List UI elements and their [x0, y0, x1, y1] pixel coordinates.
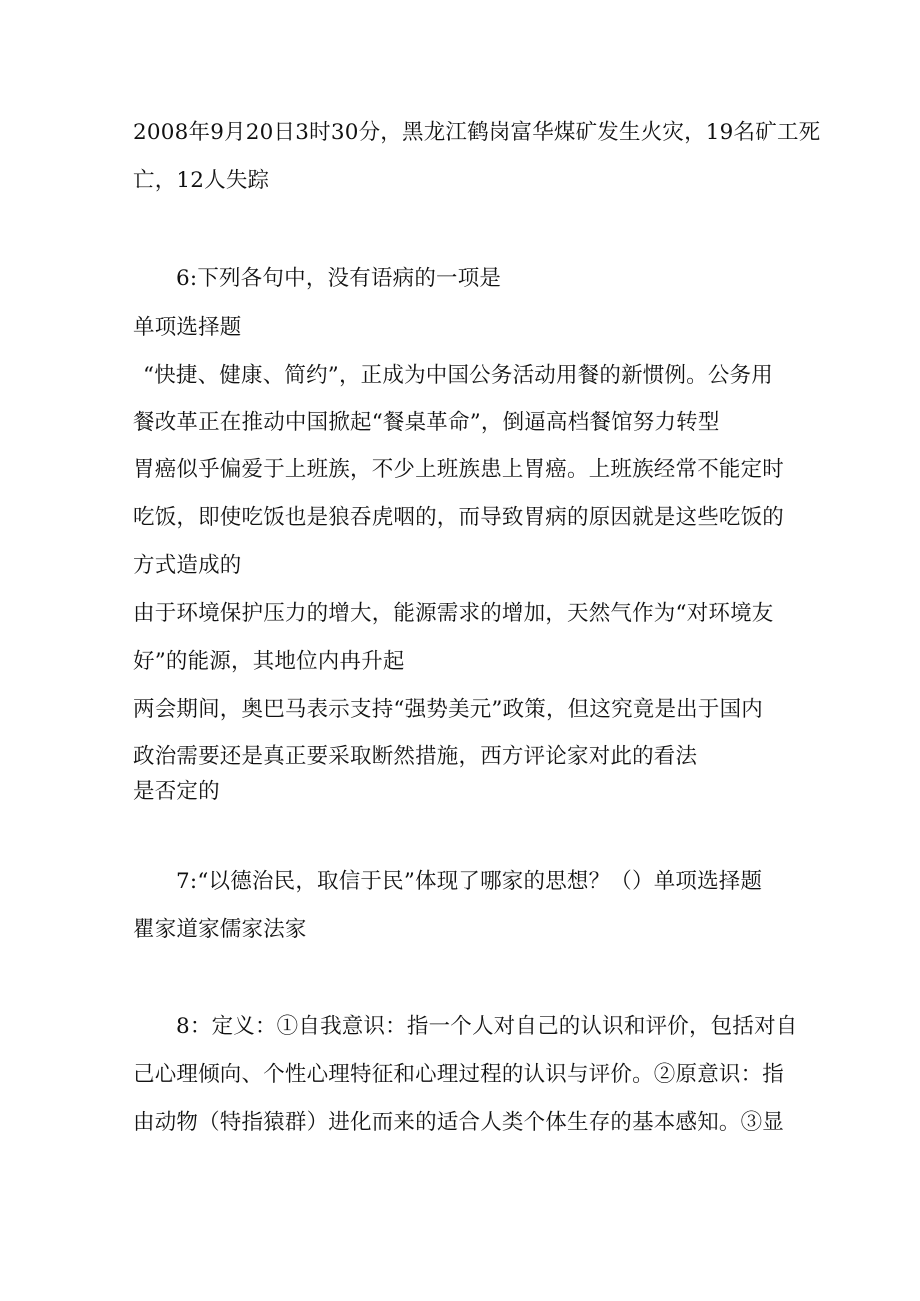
q6-option-d-line-2: 政治需要还是真正要采取断然措施，西方评论家对此的看法	[133, 744, 698, 769]
q6-option-b-line-1: 胃癌似乎偏爱于上班族，不少上班族患上胃癌。上班族经常不能定时	[133, 457, 785, 482]
question-6-type: 单项选择题	[133, 315, 242, 340]
q6-option-b-line-2: 吃饭，即使吃饭也是狼吞虎咽的，而导致胃病的原因就是这些吃饭的	[133, 505, 785, 530]
question-8-line-1: 8：定义：①自我意识：指一个人对自己的认识和评价，包括对自	[176, 1014, 798, 1039]
question-6-stem: 6:下列各句中，没有语病的一项是	[176, 266, 502, 291]
q6-option-b-line-3: 方式造成的	[133, 553, 242, 578]
question-8-line-3: 由动物（特指猿群）进化而来的适合人类个体生存的基本感知。③显	[133, 1110, 785, 1135]
question-7-stem: 7:“以德治民，取信于民”体现了哪家的思想？（）单项选择题	[176, 869, 763, 894]
question-8-line-2: 己心理倾向、个性心理特征和心理过程的认识与评价。②原意识：指	[133, 1062, 785, 1087]
prev-option-line-2: 亡，12人失踪	[133, 168, 270, 193]
q6-option-d-line-3: 是否定的	[133, 779, 220, 804]
q6-option-a-line-2: 餐改革正在推动中国掀起“餐桌革命”，倒逼高档餐馆努力转型	[133, 410, 720, 435]
q6-option-a-line-1: “快捷、健康、简约”，正成为中国公务活动用餐的新惯例。公务用	[143, 363, 773, 388]
q6-option-c-line-1: 由于环境保护压力的增大，能源需求的增加，天然气作为“对环境友	[133, 601, 774, 626]
question-7-options: 瞿家道家儒家法家	[133, 917, 307, 942]
q6-option-d-line-1: 两会期间，奥巴马表示支持“强势美元”政策，但这究竟是出于国内	[133, 697, 763, 722]
q6-option-c-line-2: 好”的能源，其地位内冉升起	[133, 649, 405, 674]
prev-option-line-1: 2008年9月20日3时30分，黑龙江鹤岗富华煤矿发生火灾，19名矿工死	[133, 120, 821, 145]
